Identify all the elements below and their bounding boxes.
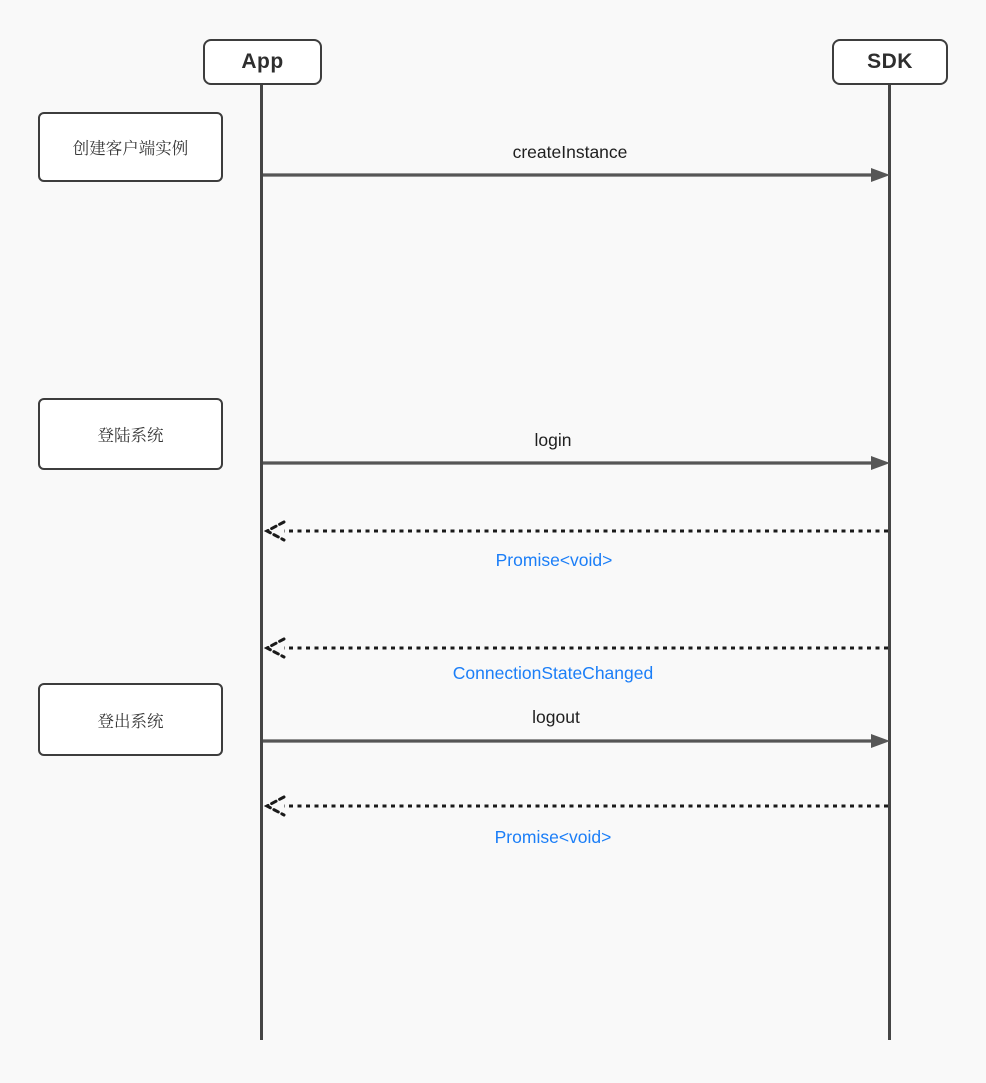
arrow-login <box>263 456 890 470</box>
note-login-system <box>38 398 223 470</box>
message-label-promise-void-1: Promise<void> <box>495 550 613 570</box>
message-label-createinstance: createInstance <box>512 142 628 162</box>
message-label-login: login <box>534 430 572 450</box>
arrow-createinstance <box>263 168 890 182</box>
note-logout-system <box>38 683 223 756</box>
arrow-promise-void-2 <box>267 797 888 815</box>
actor-app <box>203 39 322 85</box>
note-label: 登陆系统 <box>97 427 164 445</box>
arrow-connectionstatechanged <box>267 639 888 657</box>
message-label-connectionstatechanged: ConnectionStateChanged <box>452 663 654 683</box>
message-label-promise-void-2: Promise<void> <box>494 827 612 847</box>
arrow-logout <box>263 734 890 748</box>
actor-sdk <box>832 39 948 85</box>
note-create-client-instance <box>38 112 223 182</box>
actor-sdk-label: SDK <box>867 50 913 73</box>
actor-app-label: App <box>241 50 284 73</box>
message-label-logout: logout <box>532 707 580 727</box>
note-label: 创建客户端实例 <box>72 140 189 158</box>
note-label: 登出系统 <box>97 712 164 731</box>
arrow-promise-void-1 <box>267 522 888 540</box>
